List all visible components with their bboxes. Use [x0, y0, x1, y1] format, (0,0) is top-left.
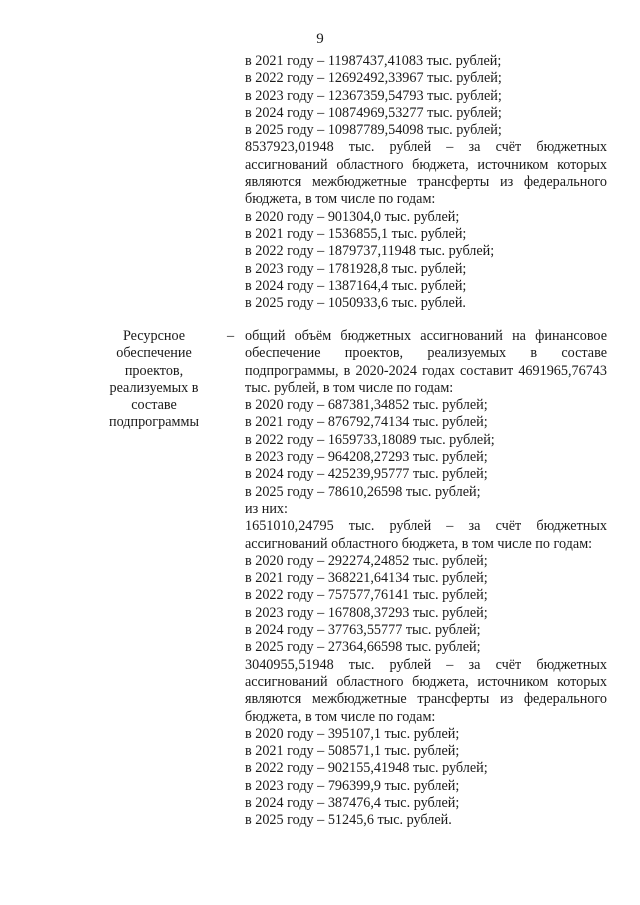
- year-line: в 2020 году – 901304,0 тыс. рублей;: [245, 208, 460, 225]
- year-line: в 2021 году – 368221,64134 тыс. рублей;: [245, 570, 488, 587]
- year-line: в 2022 году – 757577,76141 тыс. рублей;: [245, 587, 488, 604]
- year-line: в 2022 году – 902155,41948 тыс. рублей;: [245, 760, 488, 777]
- section-label: Ресурсное обеспечение проектов, реализуемых в составе подпрограммы: [109, 328, 199, 431]
- year-line: в 2020 году – 395107,1 тыс. рублей;: [245, 725, 460, 742]
- year-line: в 2021 году – 1536855,1 тыс. рублей;: [245, 225, 467, 242]
- year-line: в 2025 году – 51245,6 тыс. рублей.: [245, 812, 452, 829]
- regional-year-list: [245, 553, 607, 657]
- year-line: в 2024 году – 37763,55777 тыс. рублей;: [245, 622, 481, 639]
- year-line: в 2021 году – 876792,74134 тыс. рублей;: [245, 414, 488, 431]
- total-funding-paragraph: общий объём бюджетных ассигнований на финансовое обеспечение проектов, реализуемых в составе подпрограммы, в 2020-2024 годах составит 4691965,76743 тыс. рублей, в том числе по годам:: [245, 328, 607, 396]
- of-them-label: из них:: [245, 500, 288, 517]
- year-line: в 2023 году – 796399,9 тыс. рублей;: [245, 777, 460, 794]
- year-line: в 2020 году – 687381,34852 тыс. рублей;: [245, 397, 488, 414]
- year-line: в 2025 году – 10987789,54098 тыс. рублей;: [245, 122, 502, 139]
- federal-transfer-paragraph: 8537923,01948 тыс. рублей – за счёт бюджетных ассигнований областного бюджета, источником которых являются межбюджетные трансферты из федерального бюджета, в том числе по годам:: [245, 139, 607, 208]
- year-line: в 2024 году – 387476,4 тыс. рублей;: [245, 795, 460, 812]
- project-funding-block: [245, 328, 607, 830]
- year-line: в 2024 году – 10874969,53277 тыс. рублей;: [245, 104, 502, 121]
- year-line: в 2022 году – 1659733,18089 тыс. рублей;: [245, 431, 495, 448]
- year-line: в 2022 году – 12692492,33967 тыс. рублей;: [245, 70, 502, 87]
- year-line: в 2025 году – 78610,26598 тыс. рублей;: [245, 483, 481, 500]
- federal-transfer-paragraph: 3040955,51948 тыс. рублей – за счёт бюджетных ассигнований областного бюджета, источником которых являются межбюджетные трансферты из федерального бюджета, в том числе по годам:: [245, 656, 607, 725]
- year-line: в 2024 году – 1387164,4 тыс. рублей;: [245, 277, 467, 294]
- year-line: в 2025 году – 27364,66598 тыс. рублей;: [245, 639, 481, 656]
- year-line: в 2021 году – 508571,1 тыс. рублей;: [245, 743, 460, 760]
- page-number: 9: [316, 31, 324, 47]
- year-line: в 2024 году – 425239,95777 тыс. рублей;: [245, 466, 488, 483]
- year-line: в 2021 году – 11987437,41083 тыс. рублей;: [245, 53, 502, 69]
- regional-funding-paragraph: 1651010,24795 тыс. рублей – за счёт бюджетных ассигнований областного бюджета, в том числе по годам:: [245, 518, 607, 552]
- upper-year-list: [245, 53, 607, 139]
- year-line: в 2023 году – 964208,27293 тыс. рублей;: [245, 449, 488, 466]
- section-dash: –: [227, 328, 235, 344]
- year-line: в 2025 году – 1050933,6 тыс. рублей.: [245, 295, 466, 312]
- year-line: в 2020 году – 292274,24852 тыс. рублей;: [245, 552, 488, 569]
- federal-year-list: [245, 726, 607, 830]
- federal-year-list: [245, 209, 607, 313]
- upper-funding-block: [245, 53, 607, 312]
- year-line: в 2023 году – 12367359,54793 тыс. рублей;: [245, 87, 502, 104]
- year-line: в 2023 году – 167808,37293 тыс. рублей;: [245, 604, 488, 621]
- year-line: в 2023 году – 1781928,8 тыс. рублей;: [245, 260, 467, 277]
- year-line: в 2022 году – 1879737,11948 тыс. рублей;: [245, 243, 495, 260]
- total-year-list: [245, 397, 607, 501]
